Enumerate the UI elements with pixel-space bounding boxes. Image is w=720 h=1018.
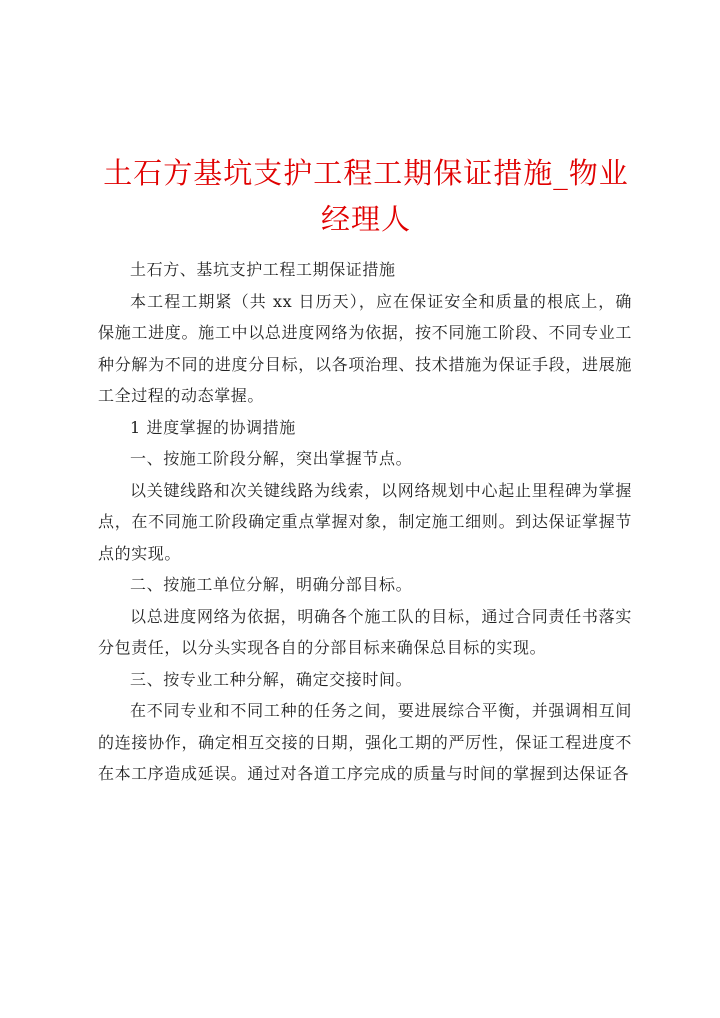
document-body bbox=[98, 254, 632, 790]
section-heading-1: 1 进度掌握的协调措施 bbox=[130, 417, 296, 437]
paragraph-three: 在不同专业和不同工种的任务之间，要进展综合平衡，并强调相互间的连接协作，确定相互交接的日期，强化工期的严厉性，保证工程进度不在本工序造成延误。通过对各道工序完成的质量与时间的掌握到达保证各 bbox=[98, 701, 632, 783]
paragraph-two: 以总进度网络为依据，明确各个施工队的目标，通过合同责任书落实分包责任，以分头实现各自的分部目标来确保总目标的实现。 bbox=[98, 606, 632, 657]
paragraph-intro: 本工程工期紧（共 xx 日历天），应在保证安全和质量的根底上，确保施工进度。施工中以总进度网络为依据，按不同施工阶段、不同专业工种分解为不同的进度分目标，以各项治理、技术措施为保证手段，进展施工全过程的动态掌握。 bbox=[98, 291, 632, 405]
paragraph-heading: 土石方、基坑支护工程工期保证措施 bbox=[130, 260, 396, 279]
subheading-two: 二、按施工单位分解，明确分部目标。 bbox=[130, 575, 413, 594]
subheading-three: 三、按专业工种分解，确定交接时间。 bbox=[130, 669, 413, 689]
subheading-one: 一、按施工阶段分解，突出掌握节点。 bbox=[130, 449, 413, 468]
paragraph-one: 以关键线路和次关键线路为线索，以网络规划中心起止里程碑为掌握点，在不同施工阶段确定重点掌握对象，制定施工细则。到达保证掌握节点的实现。 bbox=[98, 480, 632, 563]
document-title: 土石方基坑支护工程工期保证措施_物业经理人 bbox=[103, 156, 629, 236]
